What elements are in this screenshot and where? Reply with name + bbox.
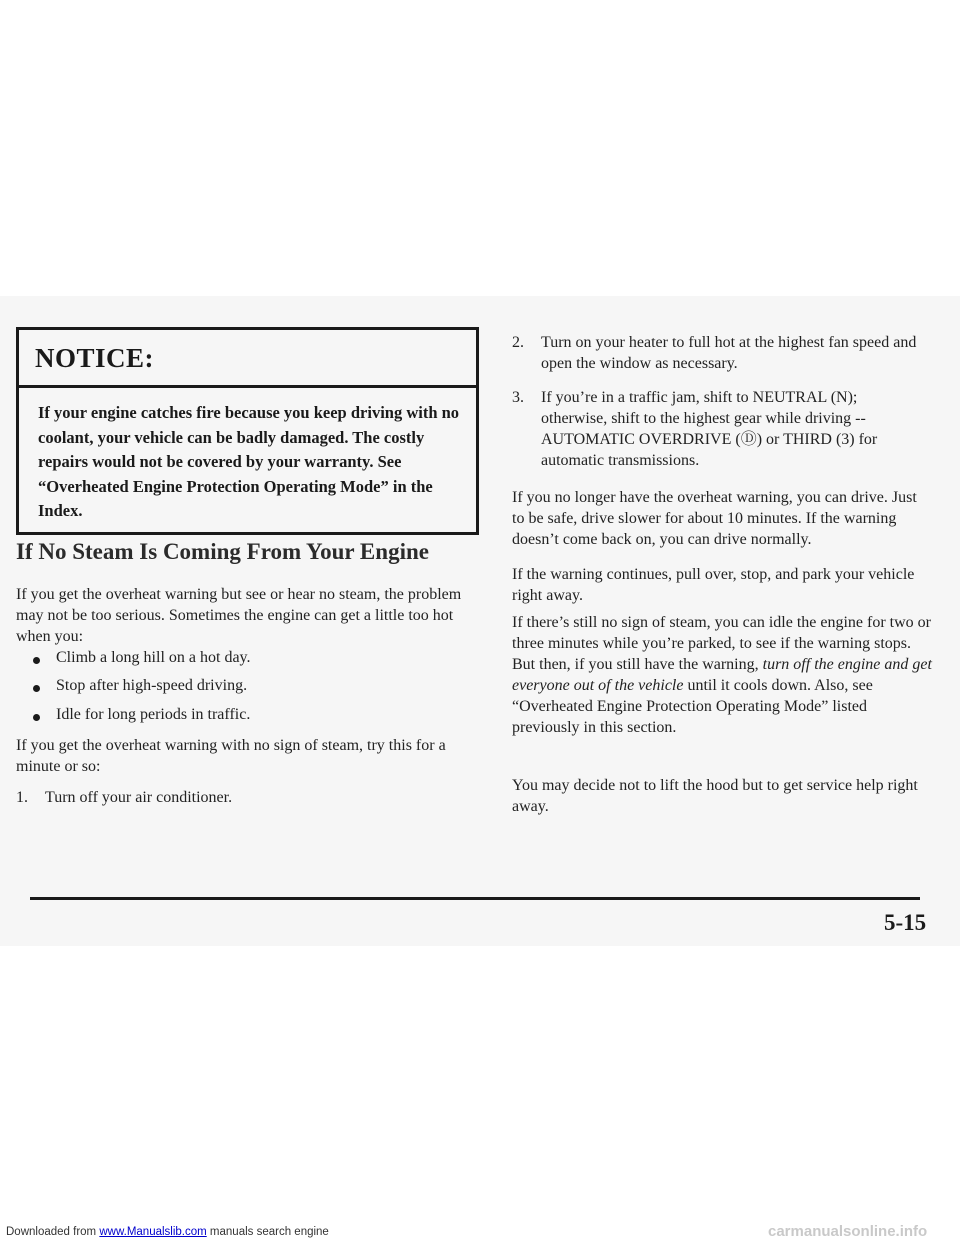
notice-title: NOTICE: bbox=[35, 343, 155, 373]
download-prefix: Downloaded from bbox=[6, 1226, 97, 1238]
bullet-icon bbox=[33, 685, 40, 692]
download-suffix: manuals search engine bbox=[209, 1226, 329, 1238]
bullet-item-2: Stop after high-speed driving. bbox=[56, 677, 248, 694]
bullet-icon bbox=[33, 657, 40, 664]
still-no-steam-text-end: until it cools down. Also, see “Overheated Engine Protection Operating Mode” listed previously in this section. bbox=[512, 677, 873, 736]
footer-rule bbox=[30, 897, 920, 900]
step-number: 3. bbox=[512, 389, 524, 406]
intro-paragraph: If you get the overheat warning but see or hear no steam, the problem may not be too serious. Sometimes the engine can get a little too hot when you: bbox=[16, 586, 462, 645]
step-number: 2. bbox=[512, 334, 524, 351]
watermark: carmanualsonline.info bbox=[768, 1223, 928, 1240]
step-number: 1. bbox=[16, 789, 28, 806]
notice-title-bar bbox=[19, 330, 476, 388]
bullet-item-1: Climb a long hill on a hot day. bbox=[56, 649, 251, 666]
section-heading: If No Steam Is Coming From Your Engine bbox=[16, 539, 429, 564]
try-paragraph: If you get the overheat warning with no sign of steam, try this for a minute or so: bbox=[16, 737, 446, 775]
still-no-steam-text: If there’s still no sign of steam, you can idle the engine for two or three minutes while you’re parked, to see if the warning stops. But then, if you still have the warning, bbox=[512, 614, 932, 673]
step-text: Turn on your heater to full hot at the highest fan speed and open the window as necessary. bbox=[541, 334, 917, 372]
notice-box bbox=[16, 327, 479, 535]
step-1 bbox=[16, 787, 478, 811]
step-text: If you’re in a traffic jam, shift to NEUTRAL (N); otherwise, shift to the highest gear while driving -- AUTOMATIC OVERDRIVE (Ⓓ) or THIRD (3) for automatic transmissions. bbox=[541, 389, 878, 469]
bullet-item-3: Idle for long periods in traffic. bbox=[56, 706, 251, 723]
notice-body: If your engine catches fire because you keep driving with no coolant, your vehicle can be badly damaged. The costly repairs would not be covered by your warranty. See “Overheated Engine Protection Operating Mode” in the Index. bbox=[38, 403, 460, 520]
decide-paragraph: You may decide not to lift the hood but to get service help right away. bbox=[512, 777, 918, 815]
bullet-icon bbox=[33, 714, 40, 721]
manualslib-link[interactable]: www.Manualslib.com bbox=[99, 1226, 207, 1238]
step-3 bbox=[512, 387, 922, 477]
step-text: Turn off your air conditioner. bbox=[45, 789, 233, 806]
still-no-steam-paragraph bbox=[512, 612, 932, 738]
continues-paragraph: If the warning continues, pull over, stop, and park your vehicle right away. bbox=[512, 566, 915, 604]
download-credit bbox=[6, 1226, 329, 1238]
no-longer-paragraph: If you no longer have the overheat warning, you can drive. Just to be safe, drive slower for about 10 minutes. If the warning doesn’t come back on, you can drive normally. bbox=[512, 489, 917, 548]
still-no-steam-emphasis: turn off the engine and get everyone out of the vehicle bbox=[512, 656, 932, 694]
page-number: 5-15 bbox=[884, 910, 927, 935]
step-2 bbox=[512, 332, 922, 380]
